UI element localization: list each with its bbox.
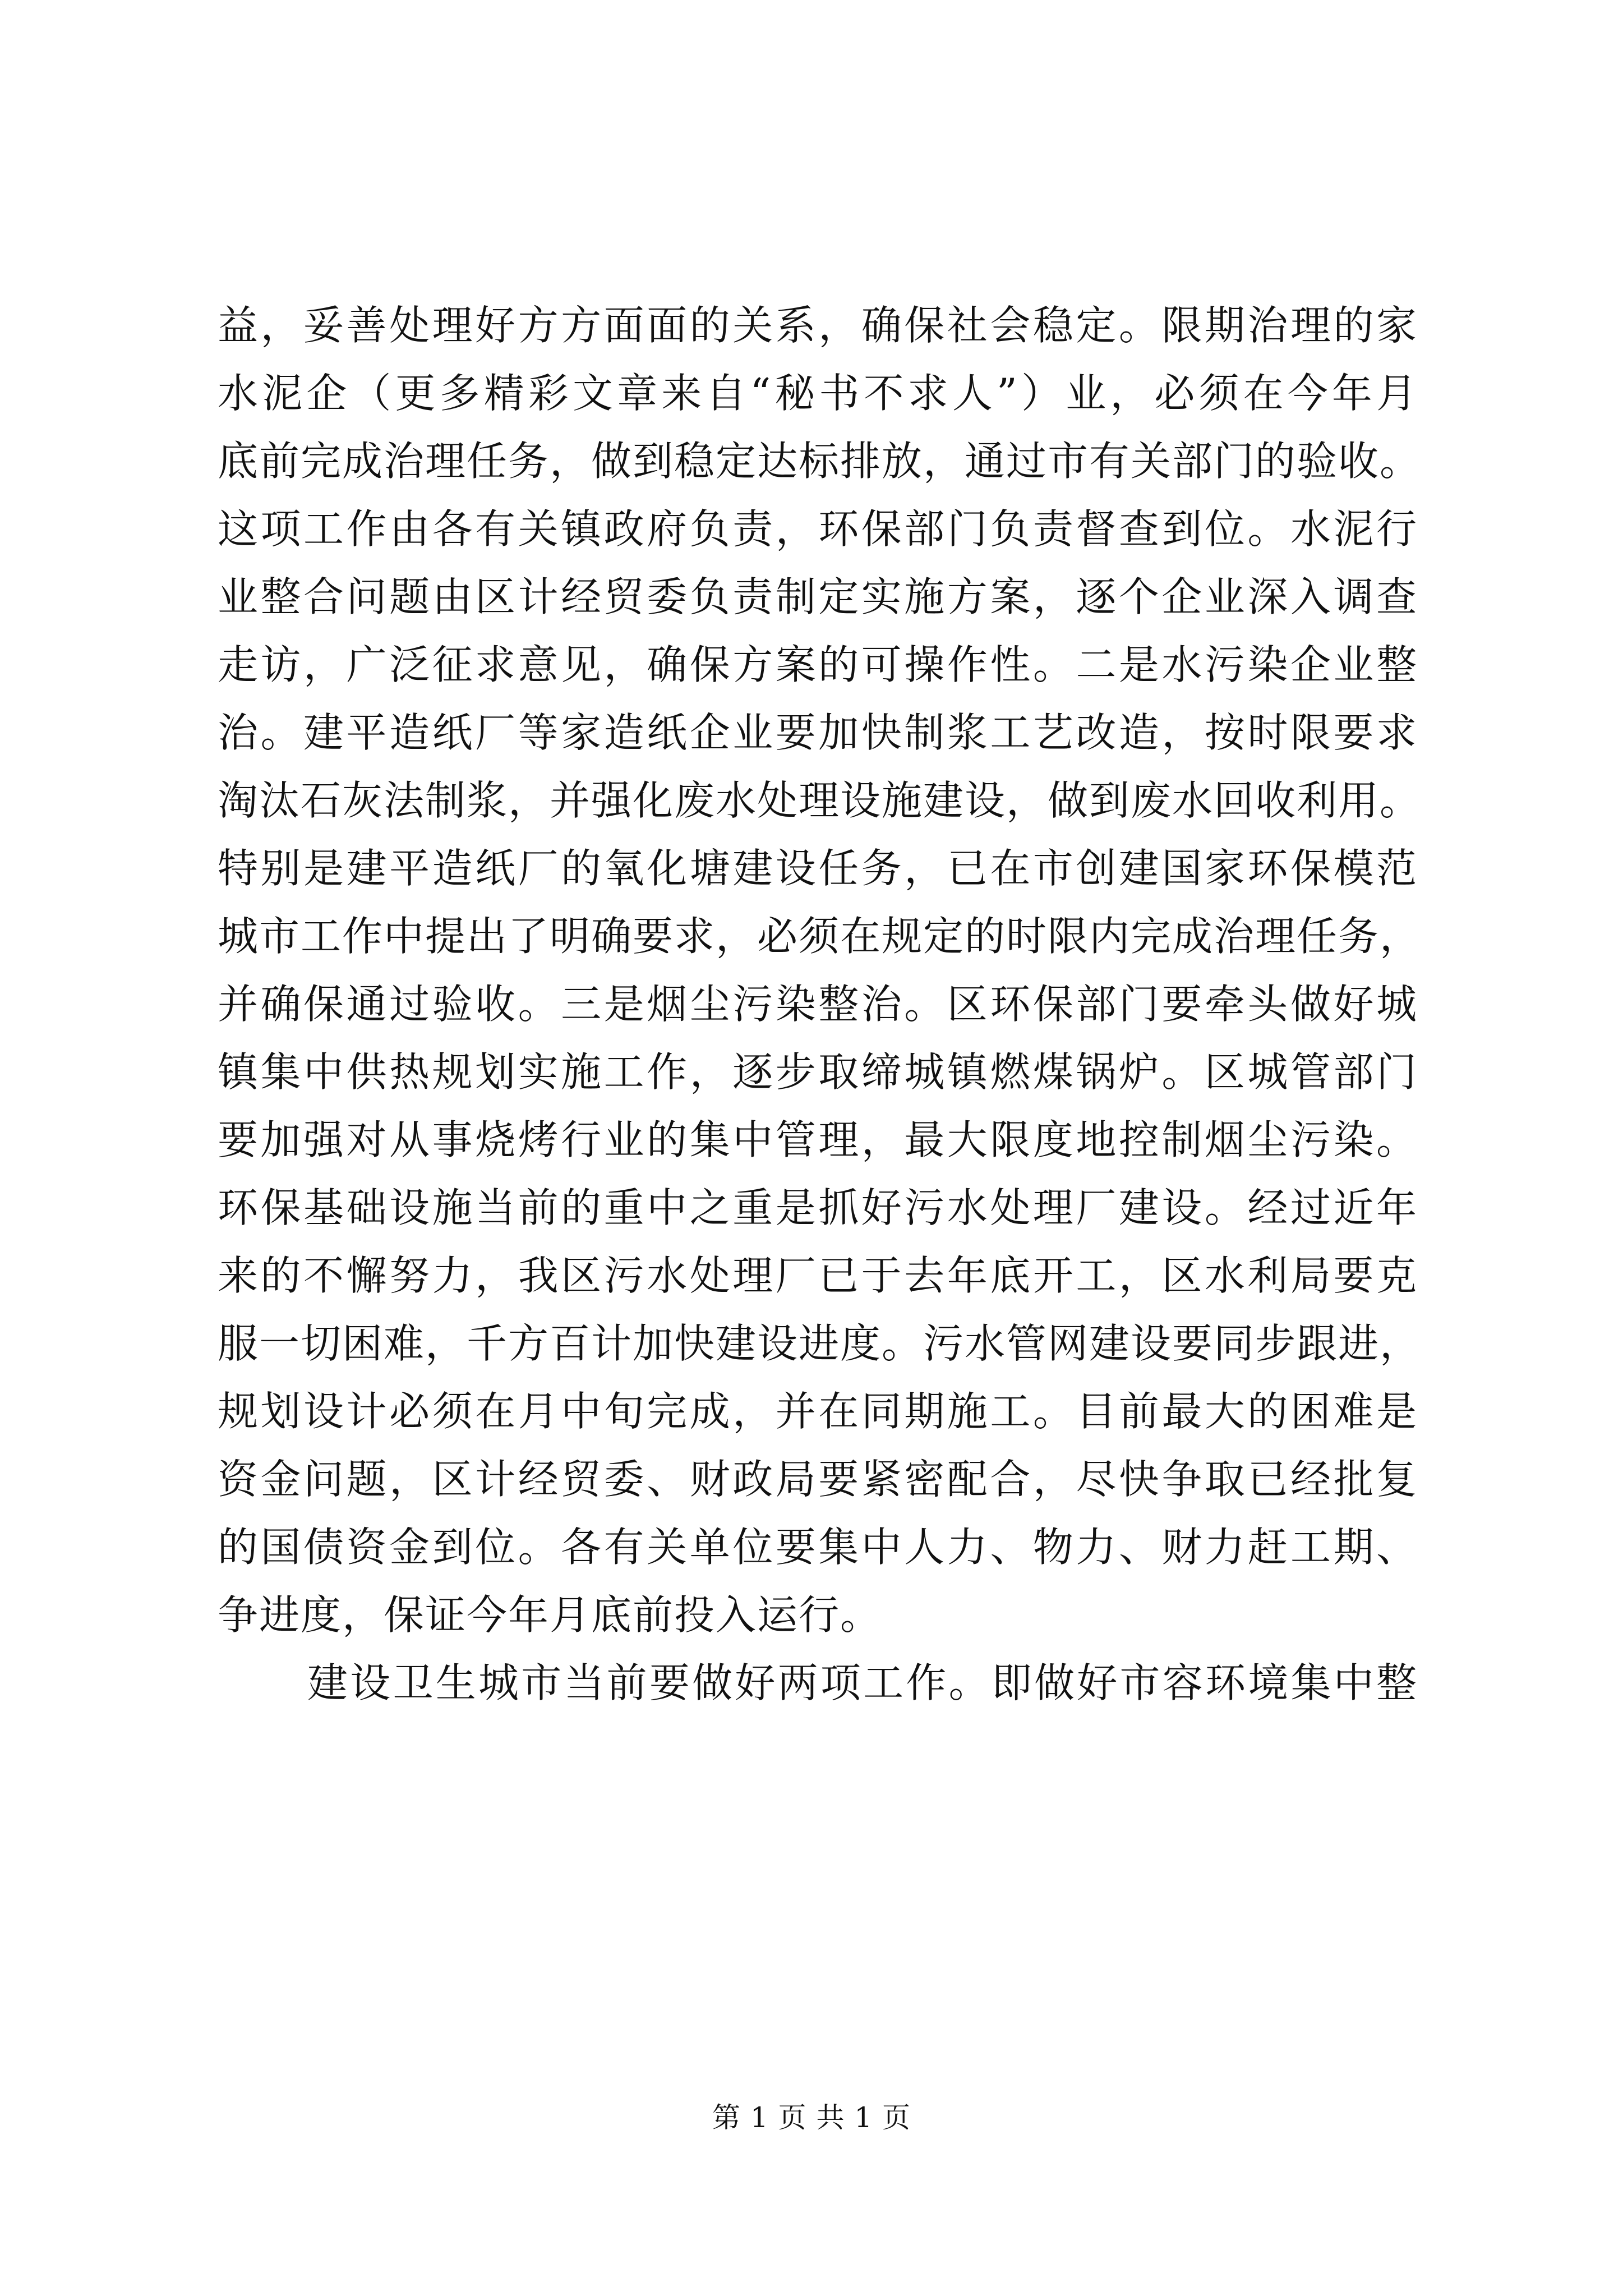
text-line: 资金问题，区计经贸委、财政局要紧密配合，尽快争取已经批复 [218, 1456, 1418, 1503]
text-line: 城市工作中提出了明确要求，必须在规定的时限内完成治理任务， [218, 913, 1422, 960]
text-line: 争进度，保证今年月底前投入运行。 [218, 1591, 882, 1639]
text-line: 特别是建平造纸厂的氧化塘建设任务，已在市创建国家环保模范 [218, 845, 1418, 892]
text-line: 这项工作由各有关镇政府负责，环保部门负责督查到位。水泥行 [218, 505, 1418, 553]
text-line: 规划设计必须在月中旬完成，并在同期施工。目前最大的困难是 [218, 1388, 1418, 1435]
text-line: 并确保通过验收。三是烟尘污染整治。区环保部门要牵头做好城 [218, 981, 1418, 1028]
text-line: 要加强对从事烧烤行业的集中管理，最大限度地控制烟尘污染。 [218, 1116, 1418, 1163]
page-footer: 第 1 页 共 1 页 [712, 2101, 911, 2134]
text-line: 业整合问题由区计经贸委负责制定实施方案，逐个企业深入调查 [218, 573, 1418, 620]
text-line: 淘汰石灰法制浆，并强化废水处理设施建设，做到废水回收利用。 [218, 777, 1422, 824]
text-line: 环保基础设施当前的重中之重是抓好污水处理厂建设。经过近年 [218, 1184, 1418, 1231]
text-line: 治。建平造纸厂等家造纸企业要加快制浆工艺改造，按时限要求 [218, 709, 1418, 756]
text-line: 来的不懈努力，我区污水处理厂已于去年底开工，区水利局要克 [218, 1252, 1418, 1299]
text-line: 服一切困难，千方百计加快建设进度。污水管网建设要同步跟进， [218, 1320, 1422, 1367]
body-text [218, 292, 1422, 1717]
text-line: 的国债资金到位。各有关单位要集中人力、物力、财力赶工期、 [218, 1524, 1418, 1571]
text-line: 水泥企（更多精彩文章来自“秘书不求人”）业，必须在今年月 [218, 370, 1418, 417]
text-line: 镇集中供热规划实施工作，逐步取缔城镇燃煤锅炉。区城管部门 [218, 1048, 1418, 1096]
text-line: 走访，广泛征求意见，确保方案的可操作性。二是水污染企业整 [218, 641, 1418, 688]
text-line: 底前完成治理任务，做到稳定达标排放，通过市有关部门的验收。 [218, 438, 1422, 485]
paragraph-start-line: 建设卫生城市当前要做好两项工作。即做好市容环境集中整 [307, 1659, 1418, 1706]
text-line: 益，妥善处理好方方面面的关系，确保社会稳定。限期治理的家 [218, 302, 1418, 349]
